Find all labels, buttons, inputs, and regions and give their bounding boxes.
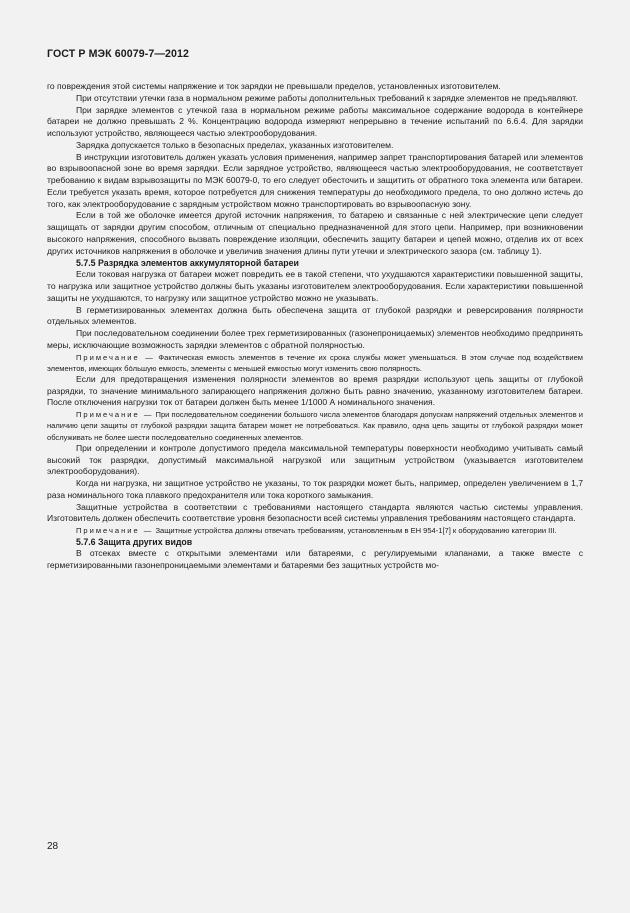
paragraph: При отсутствии утечки газа в нормальном режиме работы дополнительных требований к зарядке элементов не предъявляют. <box>76 92 578 103</box>
paragraph: Если токовая нагрузка от батареи может повредить ее в такой степени, что ухудшаются характеристики повышенной защиты, то нагрузка или защитное устройство должны быть указаны изготовителем электрооборудования. Если характеристики повышенной защиты не ухудшаются, то нагрузку или защитное устройство можно не указывать. <box>47 269 583 303</box>
document-header: ГОСТ Р МЭК 60079-7—2012 <box>47 48 190 60</box>
paragraph: В герметизированных элементах должна быть обеспечена защита от глубокой разрядки и реверсирования полярности отдельных элементов. <box>47 304 583 327</box>
note-text: При последовательном соединении большого числа элементов благодаря допускам напряжений отдельных элементов и наличию цепи защиты от глубокой разрядки защита батареи может не потребоваться. Как правило, одна цепь защиты от глубокой разрядки может обслуживать не более шести последовательно соединенных элементов. <box>47 410 583 442</box>
note <box>47 525 583 536</box>
note-label: Примечание — <box>76 410 154 420</box>
page-number: 28 <box>47 841 59 852</box>
note-label: Примечание — <box>76 352 155 362</box>
paragraph: При зарядке элементов с утечкой газа в нормальном режиме работы максимальное содержание водорода в контейнере батареи не должно превышать 2 %. Концентрацию водорода измеряют непрерывно в течение испытаний по 6.6.4. Для зарядки используют устройство, являющееся частью электрооборудования. <box>47 104 583 138</box>
note-label: Примечание — <box>76 526 154 536</box>
paragraph: В инструкции изготовитель должен указать условия применения, например запрет транспортирования батарей или элементов во взрывоопасной зоне во время зарядки. Если зарядное устройство, являющееся частью электрооборудования, не соответствует требованию к видам взрывозащиты по МЭК 60079-0, то его следует обесточить и защитить от обратного тока элемента или батареи. Если требуется указать время, которое потребуется для снижения температуры до необходимого предела, то оно должно истечь до того, как электрооборудование с зарядным устройством можно транспортировать во взрывоопасную зону. <box>47 151 583 209</box>
paragraph: Защитные устройства в соответствии с требованиями настоящего стандарта являются частью системы управления. Изготовитель должен обеспечить соответствие уровня безопасности всей системы управления требованиям настоящего стандарта. <box>47 501 583 524</box>
note <box>47 352 583 374</box>
note-text: Фактическая емкость элементов в течение их срока службы может уменьшаться. В этом случае под воздействием элементов, имеющих бо́льшую емкость, элементы с меньшей емкостью могут изменить свою полярность. <box>47 352 583 373</box>
document-body <box>47 81 583 572</box>
section-heading: 5.7.6 Защита других видов <box>76 537 193 548</box>
note-text: Защитные устройства должны отвечать требованиям, установленным в ЕН 954-1[7] к оборудованию категории III. <box>155 526 557 536</box>
paragraph: го повреждения этой системы напряжение и ток зарядки не превышали пределов, установленных изготовителем. <box>47 81 501 91</box>
paragraph: Если в той же оболочке имеется другой источник напряжения, то батарею и связанные с ней электрические цепи следует защищать от зарядки другим способом, отличным от специально предназначенной для этого цепи. Например, при возникновении высокого напряжения, способного вызвать повреждение изоляции, обеспечить защиту батареи и цепей можно, отделив их от всех других источников напряжения в оболочке и увеличив значения длины пути утечки и электрического зазора (см. таблицу 1). <box>47 210 583 256</box>
paragraph: При определении и контроле допустимого предела максимальной температуры поверхности необходимо учитывать самый высокий ток разрядки, допустимый максимальной нагрузкой или защитным устройством (указывается изготовителем электрооборудования). <box>47 442 583 477</box>
paragraph: Зарядка допускается только в безопасных пределах, указанных изготовителем. <box>76 139 394 150</box>
section-heading: 5.7.5 Разрядка элементов аккумуляторной батареи <box>76 258 299 269</box>
paragraph: Если для предотвращения изменения полярности элементов во время разрядки используют цепь защиты от глубокой разрядки, то значение минимального запирающего напряжения должно быть равно значению, указанному изготовителем батареи. После отключения нагрузки ток от батареи должен быть менее 1/1000 А номинального значения. <box>47 373 583 408</box>
paragraph: Когда ни нагрузка, ни защитное устройство не указаны, то ток разрядки может быть, например, определен увеличением в 1,7 раза номинального тока плавкого предохранителя или тока короткого замыкания. <box>47 478 583 500</box>
paragraph: При последовательном соединении более трех герметизированных (газонепроницаемых) элементов необходимо предпринять меры, исключающие возможность зарядки элементов с обратной полярностью. <box>47 328 583 350</box>
paragraph: В отсеках вместе с открытыми элементами или батареями, с регулируемыми клапанами, а также вместе с герметизированными газонепроницаемыми элементами и батареями без защитных устройств мо- <box>47 548 583 570</box>
note <box>47 409 583 443</box>
